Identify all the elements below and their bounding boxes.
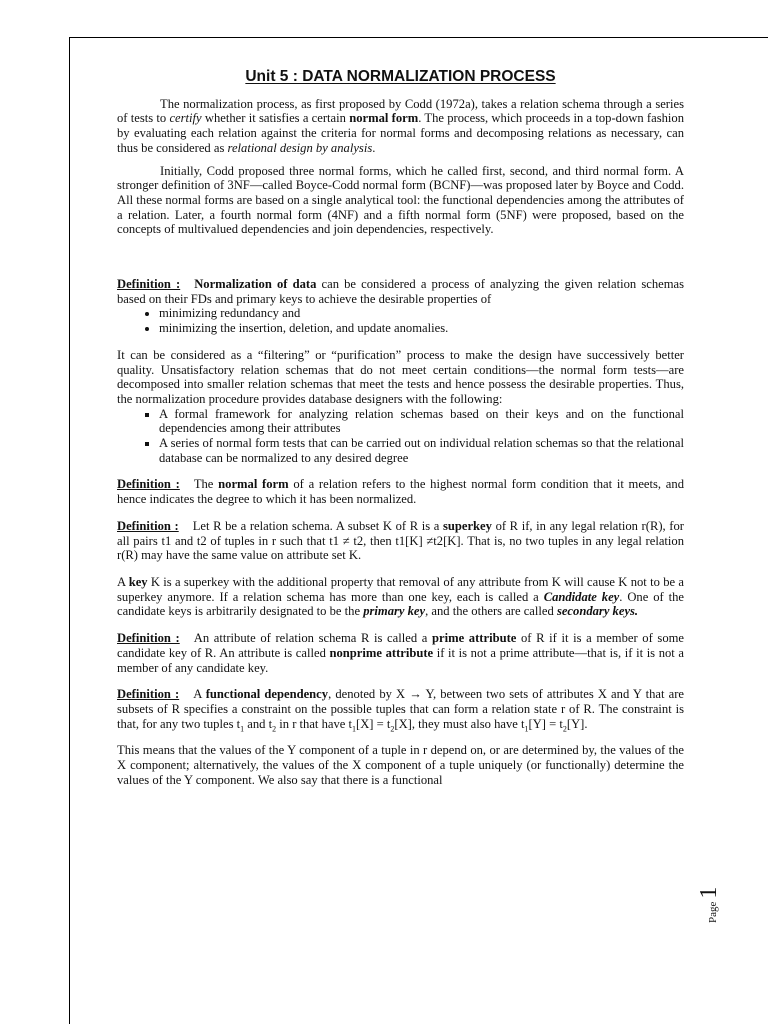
text-run: , denoted by X → Y, between two sets of attributes X and Y that are subsets of R specifies a constraint on the possible tuples that can form a relation state r of R. The constraint is that, for any two tuples t: [117, 687, 684, 731]
definition-normalization: [117, 277, 684, 306]
page-digit: 1: [696, 886, 722, 899]
bold-run: normal form: [349, 111, 419, 126]
bold-run: Normalization of data: [194, 277, 317, 292]
text-run: can be considered a process of analyzing the given relation schemas based on their FDs and primary keys to achieve the desirable properties of: [117, 277, 684, 306]
text-run: [X], they must also have t: [394, 716, 525, 731]
definition-label: Definition :: [117, 518, 179, 533]
bold-run: functional dependency: [205, 687, 329, 702]
subscript: 2: [390, 724, 395, 734]
text-run: K is a superkey with the additional property that removal of any attribute from K will cause K not to be a superkey anymore. If a relation schema has more than one key, each is called a: [117, 574, 684, 604]
subscript: 2: [562, 724, 567, 734]
bold-run: prime attribute: [431, 631, 517, 646]
bold-run: superkey: [442, 518, 492, 533]
italic-run: relational design by analysis: [227, 140, 373, 155]
document-body: [117, 70, 684, 787]
text-run: A: [117, 574, 129, 589]
page-label: Page: [707, 901, 719, 923]
subscript: 1: [240, 724, 245, 734]
definition-normal-form: [117, 477, 684, 506]
fd-explanation-paragraph: This means that the values of the Y component of a tuple in r depend on, or are determined by, the values of the X component; alternatively, the values of the X component of a tuple uniquely (or functionally) determine the values of the Y component. We also say that there is a functional: [117, 743, 684, 787]
text-run: An attribute of relation schema R is called a: [193, 631, 432, 646]
text-run: of R if it is a member of some candidate key of R. An attribute is called: [117, 631, 684, 660]
subscript: 1: [524, 724, 529, 734]
definition-label: Definition :: [117, 687, 180, 702]
text-run: if it is not a prime attribute—that is, if it is not a member of any candidate key.: [117, 645, 684, 675]
normal-forms-paragraph: Initially, Codd proposed three normal forms, which he called first, second, and third normal form. A stronger definition of 3NF—called Boyce-Codd normal form (BCNF)—was proposed later by Boyce and Codd. All these normal forms are based on a single analytical tool: the functional dependencies among the attributes of a relation. Later, a fourth normal form (4NF) and a fifth normal form (5NF) were proposed, based on the concepts of multivalued dependencies and join dependencies, respectively.: [117, 163, 684, 237]
text-run: of a relation refers to the highest normal form condition that it meets, and hence indicates the degree to which it has been normalized.: [117, 477, 684, 507]
text-run: The normalization process, as first proposed by Codd (1972a), takes a relation schema through a series of tests to: [117, 96, 684, 126]
list-item: • minimizing redundancy and: [159, 306, 684, 321]
framework-list: [117, 407, 684, 466]
text-run: The: [193, 477, 219, 492]
text-run: [Y] = t: [528, 716, 563, 731]
text-run: in r that have t: [276, 716, 352, 731]
text-run: of R if, in any legal relation r(R), for all pairs t1 and t2 of tuples in r such that t1 ≠ t2, then t1[K] ≠t2[K]. That is, no two tuples in any legal relation r(R) may have the same value on attribute set K.: [117, 518, 684, 563]
intro-paragraph: [117, 97, 684, 156]
bold-italic-run: secondary keys.: [556, 604, 639, 619]
text-run: Let R be a relation schema. A subset K of R is a: [192, 518, 443, 533]
definition-label: Definition :: [117, 277, 181, 292]
text-run: and t: [244, 716, 273, 731]
definition-label: Definition :: [117, 477, 180, 492]
text-run: . The process, which proceeds in a top-down fashion by evaluating each relation against the criteria for normal forms and decomposing relations as necessary, can thus be considered as: [117, 111, 684, 155]
bold-italic-run: primary key: [363, 604, 426, 619]
definition-label: Definition :: [117, 631, 180, 646]
list-item: ▪ A series of normal form tests that can be carried out on individual relation schemas so that the relational database can be normalized to any desired degree: [159, 436, 684, 465]
properties-list: [117, 306, 684, 335]
list-item: ▪ A formal framework for analyzing relation schemas based on their keys and on the functional dependencies among their attributes: [159, 407, 684, 436]
bold-run: normal form: [218, 477, 289, 492]
bold-run: key: [128, 574, 148, 589]
bold-italic-run: Candidate key: [543, 589, 620, 604]
definition-superkey: [117, 519, 684, 563]
page-border-top: [69, 37, 768, 38]
text-run: whether it satisfies a certain: [201, 111, 350, 126]
subscript: 1: [352, 724, 356, 734]
page-title: Unit 5 : DATA NORMALIZATION PROCESS: [245, 68, 556, 85]
text-run: [X] = t: [356, 716, 391, 731]
bold-run: nonprime attribute: [329, 645, 434, 660]
list-item: • minimizing the insertion, deletion, and update anomalies.: [159, 321, 684, 336]
filtering-paragraph: It can be considered as a “filtering” or “purification” process to make the design have successively better quality. Unsatisfactory relation schemas that do not meet certain conditions—the normal form tests—are decomposed into smaller relation schemas that meet the tests and hence possess the desirable properties. Thus, the normalization procedure provides database designers with the following:: [117, 347, 684, 406]
page-border-left: [69, 37, 70, 1024]
definition-functional-dependency: [117, 687, 684, 734]
key-paragraph: [117, 575, 684, 619]
italic-run: certify: [169, 111, 202, 126]
subscript: 2: [272, 724, 277, 734]
page-number: [696, 887, 723, 923]
text-run: , and the others are called: [425, 604, 557, 619]
text-run: A: [193, 687, 206, 702]
text-run: .: [372, 140, 376, 155]
definition-prime-attribute: [117, 631, 684, 675]
text-run: [Y].: [566, 716, 588, 731]
text-run: . One of the candidate keys is arbitrarily designated to be the: [117, 589, 685, 619]
